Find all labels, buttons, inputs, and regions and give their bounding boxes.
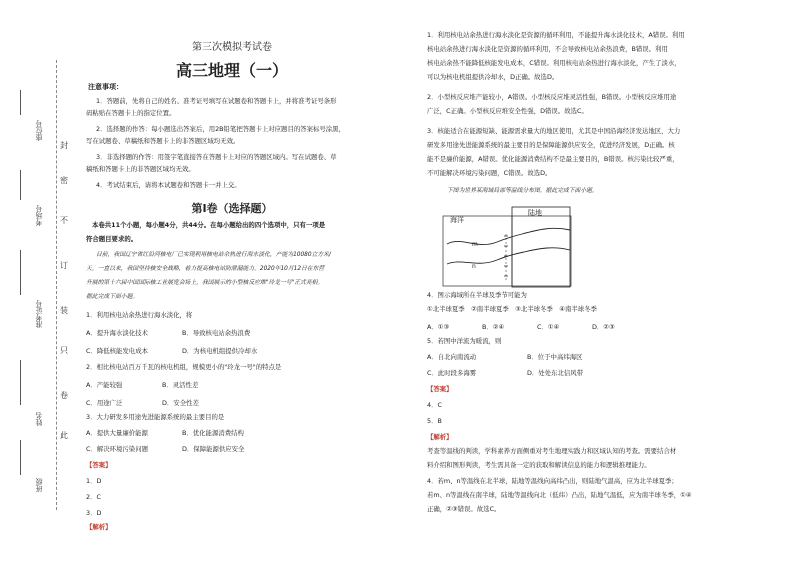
name-label: 姓名 [35,412,43,426]
class-label: 班级 [35,478,43,492]
seal-char: 只 [60,346,68,355]
q2-option-a: A．产能较强 [86,381,123,389]
notice-line: 码粘贴在答题卡上的指定位置。 [86,109,176,117]
passage-line: 据此完成下面小题。 [86,294,139,300]
q1-option-d: D．为核电机组提供冷却水 [182,347,258,355]
cut-line [56,60,57,510]
seal-char: 订 [60,261,68,270]
notice-line: 稿纸和答题卡上的非答题区域均无效。 [86,165,195,173]
answer-4: 4．C [427,401,442,409]
fill-line [20,170,21,200]
q1-option-b: B．导致核电站余热浪费 [182,329,251,337]
question-4: 4．图示海域所在半球及季节可能为 [427,291,527,299]
land-label: 陆地 [528,209,542,217]
isotherm-figure [442,206,562,286]
q3-option-c: C．解决环境污染问题 [86,445,148,453]
q2-option-c: C．用途广泛 [86,399,123,407]
analysis-line: 3．核能适合在能源短缺、能源需求量大的地区使用，尤其是中国沿海经济发达地区，大力 [427,127,681,135]
q3-option-a: A．提供大量廉价能源 [86,429,148,437]
q5-option-d: D．处处东北信风带 [527,369,584,377]
passage-line: 目前，我国辽宁省红沿河核电厂已实现利用核电站余热进行海水淡化，产能为10080立方米/ [96,252,331,258]
analysis-line: 不可能解决环境污染问题，C错误。故选D。 [427,169,552,177]
analysis-line: 核电站余热进行海水淡化是资源的循环利用，不会导致核电站余热浪费，B错误。利用 [427,45,668,53]
subject-title: 高三地理（一） [175,61,288,80]
passage-line: 升展的第十六届中国国际核工业展览会场上，我国展示的小型核反应堆"玲龙一号"正式亮相。 [86,280,324,286]
seal-char: 卷 [60,391,68,400]
exam-title: 第三次模拟考试卷 [192,42,272,53]
figure-intro: 下图为世界某海域局部等温线分布图。据此完成下面小题。 [447,188,598,194]
question-3: 3．大力研发多用途先进能源系统的最主要目的是 [86,413,225,421]
analysis-line: 能不是廉价能源，A错误。优化能源消费结构不是最主要目的，B错误。核污染比较严重， [427,155,679,163]
analysis-line: 若m、n等温线在南半球，陆地等温线向北（低纬）凸出，陆地气温低，应为南半球冬季，①④ [427,491,692,499]
notice-line: 4．考试结束后，请将本试题卷和答题卡一并上交。 [96,181,241,189]
right-page [397,0,794,562]
answer-1: 1．D [86,477,102,485]
analysis-label: 【解析】 [86,523,112,531]
notice-line: 3．非选择题的作答：用签字笔直接答在答题卡上对应的答题区域内。写在试题卷、草 [96,153,337,161]
question-2: 2．相比核电站百万千瓦的核电机组，规模更小的"玲龙一号"的特点是 [86,363,282,371]
q1-option-a: A．提升海水淡化技术 [86,329,148,337]
notice-line: 写在试题卷、草稿纸和答题卡上的非答题区域均无效。 [86,137,240,145]
answer-label: 【答案】 [427,385,453,393]
isotherm-m-label: m [472,241,478,248]
q5-option-a: A．自北向南流动 [427,353,477,361]
question-5: 5．若图中洋流为暖流，则 [427,337,502,345]
notice-line: 1．答题前，先将自己的姓名、准考证号填写在试题卷和答题卡上，并将准考证号条形 [96,97,337,105]
q4-option-a: A．①③ [427,323,450,331]
analysis-line: 1．利用核电站余热进行海水淡化是资源的循环利用，不能提升海水淡化技术，A错误。利用 [427,31,685,39]
fill-line [20,250,21,295]
analysis-line: 广泛，C正确。小型核反应堆安全性强，D错误。故选C。 [427,107,588,115]
q5-option-b: B．位于中高纬海区 [527,353,583,361]
q3-option-b: B．优化能源消费结构 [182,429,244,437]
analysis-label: 【解析】 [427,433,453,441]
section-intro: 本卷共11个小题，每小题4分，共44分。在每小题给出的四个选项中，只有一项是 [92,221,326,229]
ticket-number-label: 准考证号 [35,300,43,328]
answer-3: 3．D [86,509,102,517]
q4-statements: ①北半球夏季 ②南半球夏季 ③北半球冬季 ④南半球冬季 [427,305,597,313]
answer-5: 5．B [427,417,442,425]
seal-char: 封 [60,141,68,150]
fill-line [20,360,21,405]
analysis-line: 2．小型核反应堆产能较小，A错误。小型核反应堆灵活性强，B错误。小型核反应堆用途 [427,93,677,101]
q3-option-d: D．保障能源供应安全 [182,445,245,453]
seat-number-label: 座位号 [35,120,43,141]
binding-gutter [0,0,70,562]
q4-option-b: B．②④ [482,323,505,331]
passage-line: 天。一直以来，我国坚持核安全战略，着力提高核电站防泄漏能力。2020年10月12日在东营 [86,266,325,272]
isotherm-map [442,206,572,288]
analysis-line: 研发多用途先进能源系统的最主要目的是保障能源供应安全，促进经济发展，D正确。核 [427,141,675,149]
analysis-line: 4．若m、n等温线在北半球，陆地等温线向高纬凸出，则陆地气温高，应为北半球夏季； [427,477,678,485]
analysis-line: 可以为核电机组提供冷却水，D正确。故选D。 [427,73,559,81]
seal-char: 此 [60,431,68,440]
analysis-line: 核电站余热不能降低核能发电成本，C错误。利用核电站余热进行海水淡化，产生了淡水， [427,59,681,67]
seal-char: 不 [60,216,68,225]
notice-line: 2．选择题的作答：每小题选出答案后，用2B铅笔把答题卡上对应题目的答案标号涂黑， [96,125,345,133]
q4-option-c: C．①④ [537,323,560,331]
analysis-line: 考查等温线的判读，学科素养方面侧重对考生地理实践力和区域认知的考查。需要结合材 [427,447,677,455]
analysis-line: 正确，②③错误。故选C。 [427,505,501,513]
exam-room-label: 考场号 [35,205,43,226]
fill-line [20,90,21,115]
notice-heading: 注意事项： [88,83,123,91]
section-intro: 符合题目要求的。 [86,235,138,243]
q2-option-d: D．安全性差 [162,399,199,407]
fill-line [20,440,21,475]
q2-option-b: B．灵活性差 [162,381,199,389]
q5-option-c: C．此时段多海雾 [427,369,477,377]
seal-char: 密 [60,176,68,185]
isotherm-n-label: n [472,263,476,270]
q1-option-c: C．降低核能发电成本 [86,347,148,355]
answer-2: 2．C [86,493,101,501]
ocean-label: 海洋 [450,216,464,224]
answer-label: 【答案】 [86,461,112,469]
section-title: 第Ⅰ卷（选择题） [191,202,273,215]
analysis-line: 料介绍和图形判读，考生需具备一定的获取和解读信息的能力和逻辑推理能力。 [427,461,651,469]
seal-char: 装 [60,306,68,315]
q4-option-d: D．②③ [592,323,615,331]
question-1: 1．利用核电站余热进行海水淡化，将 [86,311,193,319]
